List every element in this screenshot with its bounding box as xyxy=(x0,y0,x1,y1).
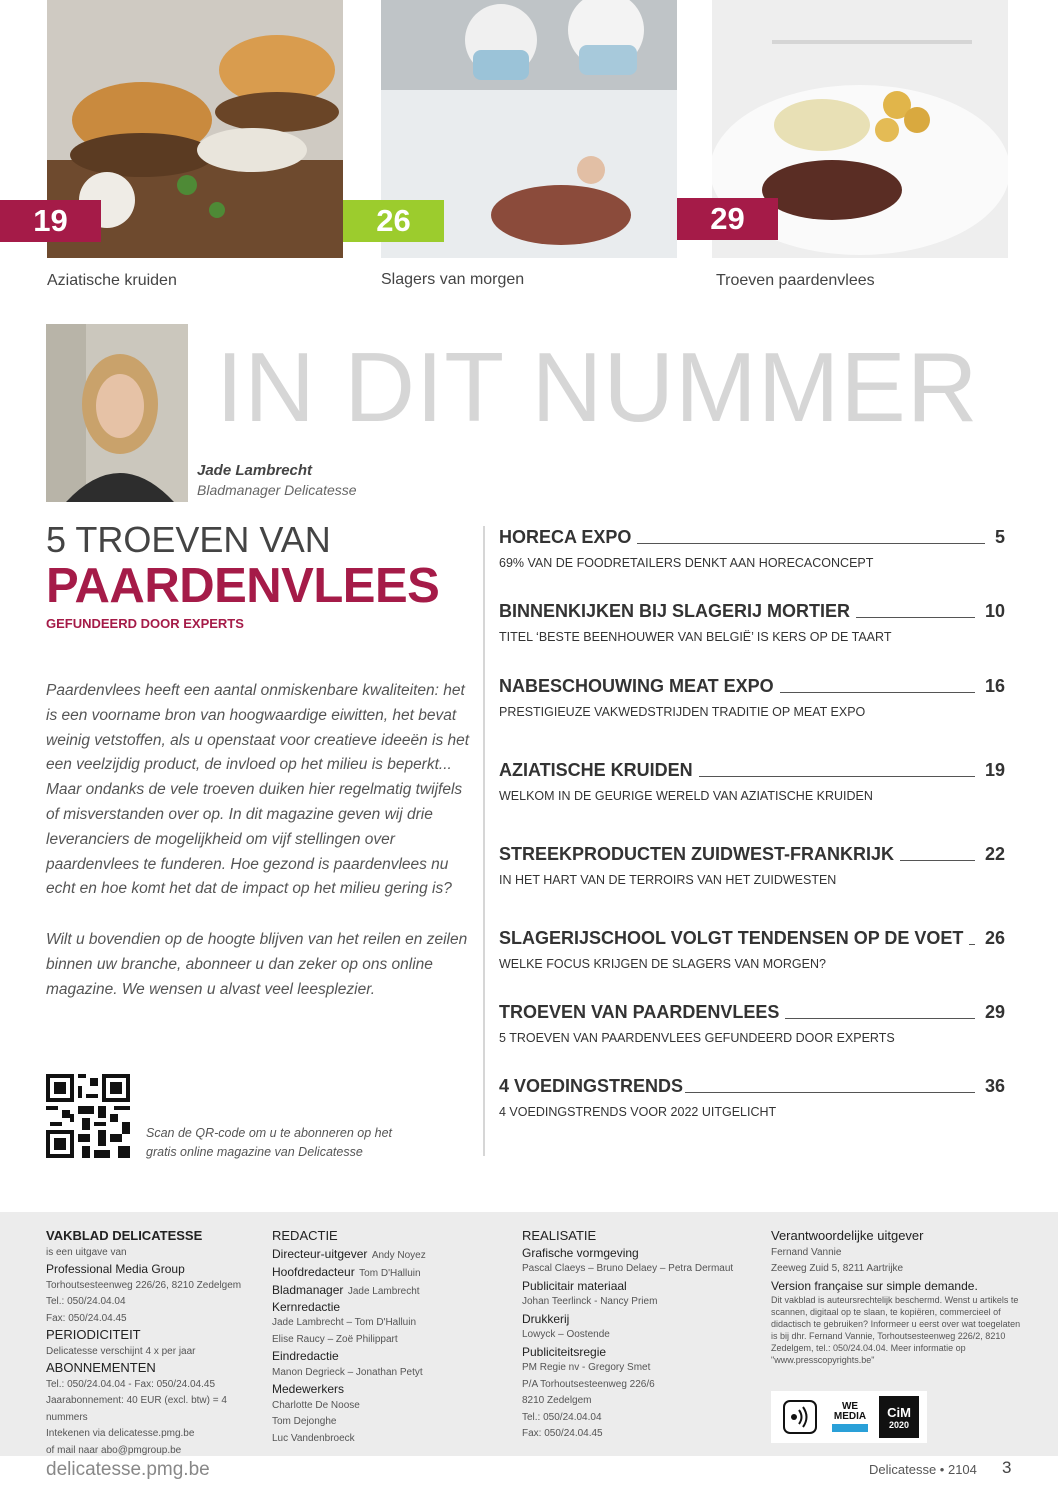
article-headline: PAARDENVLEES xyxy=(46,559,440,613)
toc-title: HORECA EXPO xyxy=(499,527,632,547)
intro-paragraph: Wilt u bovendien op de hoogte blijven van het reilen en zeilen binnen uw branche, abonneer u dan zeker op ons online magazine. We wensen u alvast veel leesplezier. xyxy=(46,931,468,998)
toc-subtitle: 69% VAN DE FOODRETAILERS DENKT AAN HORECACONCEPT xyxy=(499,556,874,570)
colophon-label: Hoofdredacteur xyxy=(272,1264,355,1279)
toc-divider xyxy=(483,526,485,1156)
colophon-label: Kernredactie xyxy=(272,1299,341,1314)
colophon-label: Eindredactie xyxy=(272,1349,339,1363)
page-title: IN DIT NUMMER xyxy=(216,332,979,442)
feature-badge-29: 29 xyxy=(677,198,778,240)
toc-subtitle: TITEL ‘BESTE BEENHOUWER VAN BELGIË’ IS KERS OP DE TAART xyxy=(499,630,892,644)
colophon-publisher xyxy=(46,1228,266,1459)
colophon-text: 8210 Zedelgem xyxy=(522,1395,592,1406)
article-subhead: GEFUNDEERD DOOR EXPERTS xyxy=(46,616,244,631)
toc-page: 22 xyxy=(984,844,1005,864)
colophon-text: Zeeweg Zuid 5, 8211 Aartrijke xyxy=(771,1263,904,1274)
colophon-text: Fernand Vannie xyxy=(771,1246,842,1258)
colophon-text: Tel.: 050/24.04.04 xyxy=(46,1296,126,1307)
colophon-text: Jade Lambrecht – Tom D'Halluin xyxy=(272,1317,417,1328)
colophon-heading: REDACTIE xyxy=(272,1228,338,1243)
feature-caption: Slagers van morgen xyxy=(381,271,525,288)
we-media-logo: WE MEDIA xyxy=(829,1396,871,1438)
toc-subtitle: WELKE FOCUS KRIJGEN DE SLAGERS VAN MORGEN? xyxy=(499,957,826,971)
colophon-text: P/A Torhoutsesteenweg 226/6 xyxy=(522,1378,655,1390)
colophon-label: Publicitair materiaal xyxy=(522,1278,627,1293)
colophon-text: Fax: 050/24.04.45 xyxy=(46,1312,127,1324)
toc-title: AZIATISCHE KRUIDEN xyxy=(499,760,693,780)
colophon-text: Professional Media Group xyxy=(46,1262,185,1276)
toc-subtitle: 4 VOEDINGSTRENDS VOOR 2022 UITGELICHT xyxy=(499,1105,777,1119)
toc-item-horeca-expo[interactable] xyxy=(499,527,1005,570)
colophon-redactie xyxy=(272,1228,512,1447)
toc-item-streekproducten[interactable] xyxy=(499,844,1005,887)
author-role: Bladmanager Delicatesse xyxy=(197,482,357,498)
cim-logo: CiM 2020 xyxy=(879,1396,919,1438)
page-number: 3 xyxy=(1002,1458,1012,1477)
toc-page: 29 xyxy=(984,1002,1005,1022)
feature-badge-26: 26 xyxy=(343,200,444,242)
toc-title: 4 VOEDINGSTRENDS xyxy=(499,1076,684,1096)
colophon-text: Torhoutsesteenweg 226/26, 8210 Zedelgem xyxy=(46,1279,242,1291)
toc-page: 19 xyxy=(984,760,1005,780)
colophon-label: Medewerkers xyxy=(272,1382,345,1396)
toc-leader xyxy=(856,617,975,618)
toc-item-paardenvlees[interactable] xyxy=(499,1002,1005,1045)
toc-subtitle: WELKOM IN DE GEURIGE WERELD VAN AZIATISCHE KRUIDEN xyxy=(499,789,873,803)
toc-leader xyxy=(637,543,985,544)
feature-badge-19: 19 xyxy=(0,200,101,242)
toc-page: 36 xyxy=(984,1076,1005,1096)
article-kicker: 5 TROEVEN VAN xyxy=(46,519,331,560)
colophon-uitgever xyxy=(771,1228,1021,1366)
feature-caption: Troeven paardenvlees xyxy=(716,272,875,289)
colophon-heading: ABONNEMENTEN xyxy=(46,1360,156,1375)
colophon-heading: Verantwoordelijke uitgever xyxy=(771,1228,924,1243)
colophon-text: of mail naar abo@pmgroup.be xyxy=(46,1444,182,1456)
website-link[interactable]: delicatesse.pmg.be xyxy=(46,1459,210,1480)
colophon-text: Tom Dejonghe xyxy=(272,1416,337,1427)
feature-caption: Aziatische kruiden xyxy=(47,272,177,289)
colophon-text: Tom D'Halluin xyxy=(359,1267,421,1279)
toc-leader xyxy=(780,692,975,693)
toc-leader xyxy=(785,1018,975,1019)
colophon-text: Jade Lambrecht xyxy=(347,1285,420,1297)
toc-leader xyxy=(969,944,975,945)
colophon-text: Delicatesse verschijnt 4 x per jaar xyxy=(46,1345,196,1357)
toc-leader xyxy=(685,1092,975,1093)
toc-page: 10 xyxy=(984,601,1005,621)
toc-leader xyxy=(699,776,975,777)
toc-item-slagerij-mortier[interactable] xyxy=(499,601,1005,644)
intro-paragraph: Paardenvlees heeft een aantal onmiskenbare kwaliteiten: het is een voorname bron van hoogwaardige eiwitten, het bevat weinig vetstoffen, als u openstaat voor creatieve ideeën is het een veelzijdig product, de invloed op het milieu is beperkt... Maar ondanks de vele troeven duiken hier regelmatig twijfels of misverstanden over op. In dit magazine geven wij drie leveranciers de mogelijkheid om vijf stellingen over paardenvlees te funderen. Hoe gezond is paardenvlees nu echt en hoe komt het dat de impact op het milieu gering is? xyxy=(46,682,470,898)
colophon-text: Intekenen via delicatesse.pmg.be xyxy=(46,1428,195,1439)
colophon-text: Fax: 050/24.04.45 xyxy=(522,1428,603,1439)
colophon-text: Tel.: 050/24.04.04 - Fax: 050/24.04.45 xyxy=(46,1378,216,1390)
colophon-text: Elise Raucy – Zoë Philippart xyxy=(272,1333,398,1345)
colophon-text: Manon Degrieck – Jonathan Petyt xyxy=(272,1366,423,1378)
issue-label: Delicatesse • 2104 xyxy=(869,1462,977,1477)
toc-item-slagerijschool[interactable] xyxy=(499,928,1005,971)
colophon-label: Directeur-uitgever xyxy=(272,1246,368,1261)
toc-title: NABESCHOUWING MEAT EXPO xyxy=(499,676,774,696)
toc-subtitle: IN HET HART VAN DE TERROIRS VAN HET ZUIDWESTEN xyxy=(499,873,837,887)
colophon-legal: Dit vakblad is auteursrechtelijk beschermd. Wenst u artikels te scannen, digitaal op te slaan, te kopiëren, commercieel of didactisch te gebruiken? Informeer u eerst over wat toegelaten is bij dhr. Fernand Vannie, Torhoutsesteenweg 226/2, 8210 Zedelgem, tel.: 050/24.04.04. Meer informatie op "www.presscopyrights.be" xyxy=(771,1295,1021,1365)
colophon-text: Tel.: 050/24.04.04 xyxy=(522,1411,602,1423)
colophon-text: Johan Teerlinck - Nancy Priem xyxy=(522,1296,658,1307)
qr-code[interactable] xyxy=(46,1074,130,1158)
author-name: Jade Lambrecht xyxy=(197,462,313,479)
colophon-text: Charlotte De Noose xyxy=(272,1399,360,1411)
toc-page: 16 xyxy=(984,676,1005,696)
colophon-label: Drukkerij xyxy=(522,1311,570,1326)
toc-subtitle: PRESTIGIEUZE VAKWEDSTRIJDEN TRADITIE OP MEAT EXPO xyxy=(499,705,866,719)
colophon-label: Bladmanager xyxy=(272,1282,344,1297)
colophon-text: PM Regie nv - Gregory Smet xyxy=(522,1362,651,1373)
toc-page: 5 xyxy=(994,527,1005,547)
colophon-label: Grafische vormgeving xyxy=(522,1245,639,1260)
colophon-text: Jaarabonnement: 40 EUR (excl. btw) = 4 nummers xyxy=(46,1395,227,1423)
colophon-text: Lowyck – Oostende xyxy=(522,1329,610,1340)
toc-subtitle: 5 TROEVEN VAN PAARDENVLEES GEFUNDEERD DOOR EXPERTS xyxy=(499,1031,895,1045)
colophon-text: is een uitgave van xyxy=(46,1246,127,1258)
colophon-heading: VAKBLAD DELICATESSE xyxy=(46,1228,203,1243)
toc-page: 26 xyxy=(984,928,1005,948)
toc-item-meat-expo[interactable] xyxy=(499,676,1005,719)
toc-item-aziatische-kruiden[interactable] xyxy=(499,760,1005,803)
colophon-text: Version française sur simple demande. xyxy=(771,1278,978,1293)
toc-item-voedingstrends[interactable] xyxy=(499,1076,1005,1119)
colophon-text: Luc Vandenbroeck xyxy=(272,1432,355,1444)
colophon-label: Publiciteitsregie xyxy=(522,1344,607,1359)
toc-title: STREEKPRODUCTEN ZUIDWEST-FRANKRIJK xyxy=(499,844,895,864)
colophon-realisatie xyxy=(522,1228,762,1443)
toc-title: SLAGERIJSCHOOL VOLGT TENDENSEN OP DE VOET xyxy=(499,928,964,948)
qr-caption: Scan de QR-code om u te abonneren op het gratis online magazine van Delicatesse xyxy=(146,1126,392,1159)
toc-leader xyxy=(900,860,975,861)
colophon-heading: PERIODICITEIT xyxy=(46,1327,141,1342)
colophon-text: Andy Noyez xyxy=(371,1249,426,1261)
partner-logos xyxy=(771,1391,927,1443)
author-portrait xyxy=(46,324,188,502)
colophon-heading: REALISATIE xyxy=(522,1228,597,1243)
colophon-text: Pascal Claeys – Bruno Delaey – Petra Dermaut xyxy=(522,1263,734,1274)
toc-title: TROEVEN VAN PAARDENVLEES xyxy=(499,1002,780,1022)
toc-title: BINNENKIJKEN BIJ SLAGERIJ MORTIER xyxy=(499,601,851,621)
radio-waves-icon xyxy=(779,1396,821,1438)
